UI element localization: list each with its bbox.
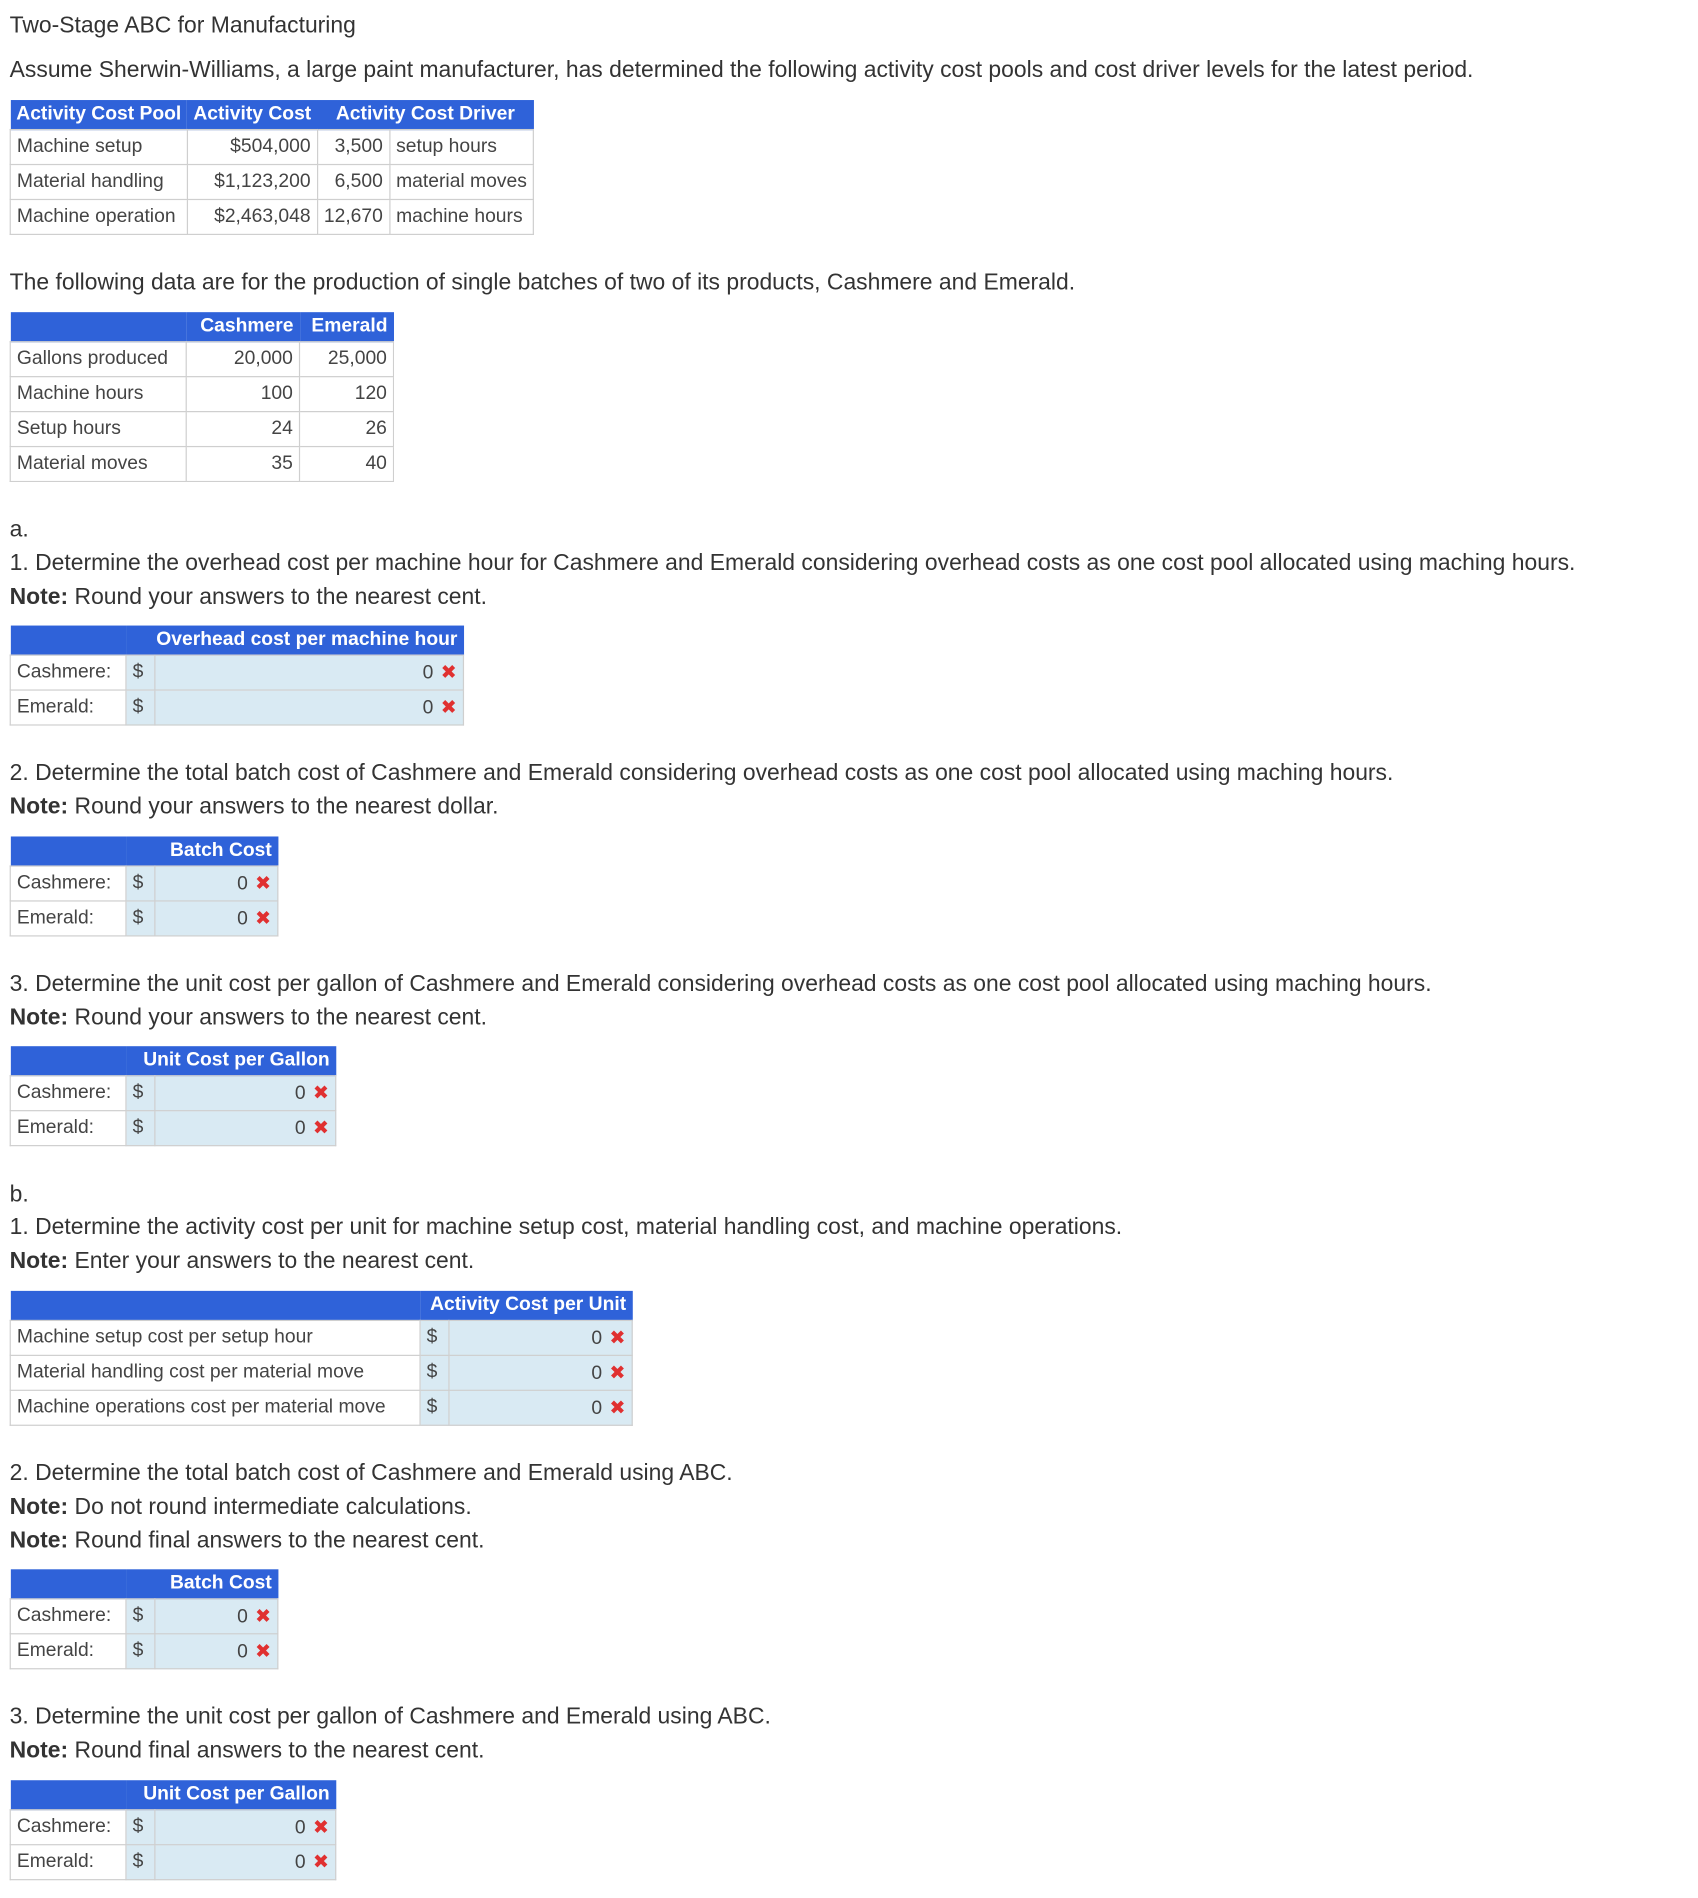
cashmere-value: 24 — [186, 412, 299, 447]
note-text: Round final answers to the nearest cent. — [68, 1738, 485, 1764]
answer-value: 0 — [591, 1363, 603, 1384]
dollar-sign: $ — [420, 1320, 449, 1355]
table-header-row — [10, 626, 463, 656]
table-header-row — [10, 1780, 335, 1810]
table-header-row — [10, 1569, 278, 1599]
dollar-sign: $ — [126, 901, 155, 936]
header-blank — [10, 1291, 420, 1321]
header-cashmere: Cashmere — [186, 312, 299, 342]
part-b-q2-note2 — [10, 1525, 485, 1559]
incorrect-icon: ✖ — [609, 1398, 626, 1419]
dollar-sign: $ — [126, 1076, 155, 1111]
pool-name: Machine operation — [10, 199, 187, 234]
answer-row — [10, 1111, 335, 1146]
table-header-row — [10, 1291, 632, 1321]
dollar-sign: $ — [420, 1355, 449, 1390]
header-blank — [10, 836, 126, 866]
note-label: Note: — [9, 1494, 69, 1520]
table-row — [10, 199, 533, 234]
pool-cost: $1,123,200 — [187, 165, 317, 200]
part-b-q2-text: 2. Determine the total batch cost of Cashmere and Emerald using ABC. — [9, 1460, 733, 1487]
header-unit-cost-per-gallon: Unit Cost per Gallon — [126, 1046, 336, 1076]
answer-row — [10, 1355, 632, 1390]
dollar-sign: $ — [126, 1810, 155, 1845]
table-row — [10, 412, 393, 447]
answer-input[interactable] — [155, 1111, 336, 1146]
answer-row — [10, 1599, 278, 1634]
table-row — [10, 165, 533, 200]
row-label: Cashmere: — [10, 1599, 126, 1634]
part-b-q3-text: 3. Determine the unit cost per gallon of Cashmere and Emerald using ABC. — [9, 1704, 771, 1730]
dollar-sign: $ — [126, 866, 155, 901]
incorrect-icon: ✖ — [255, 908, 272, 930]
answer-value: 0 — [422, 697, 434, 719]
emerald-value: 26 — [300, 412, 394, 447]
driver-unit: machine hours — [389, 199, 533, 234]
driver-unit: material moves — [389, 165, 533, 200]
answer-value: 0 — [422, 662, 434, 684]
answer-value: 0 — [294, 1852, 306, 1874]
incorrect-icon: ✖ — [609, 1328, 626, 1349]
incorrect-icon: ✖ — [312, 1083, 330, 1105]
answer-input[interactable] — [155, 1810, 336, 1845]
emerald-value: 40 — [300, 447, 394, 482]
answer-input[interactable] — [155, 690, 464, 725]
header-blank — [10, 626, 126, 656]
header-blank — [10, 1569, 126, 1599]
header-overhead-per-machine-hour: Overhead cost per machine hour — [126, 626, 463, 656]
note-text: Round final answers to the nearest cent. — [68, 1528, 485, 1554]
part-b-q3-note — [10, 1734, 485, 1768]
note-label: Note: — [9, 1738, 69, 1764]
dollar-sign: $ — [126, 1845, 155, 1880]
row-label: Machine hours — [10, 377, 186, 412]
pool-cost: $504,000 — [187, 130, 317, 165]
answer-input[interactable] — [155, 1634, 278, 1669]
unit-cost-table-a — [10, 1046, 337, 1146]
row-label: Machine operations cost per material move — [10, 1390, 420, 1425]
part-b-q1-note — [10, 1245, 475, 1279]
answer-input[interactable] — [155, 655, 464, 690]
note-label: Note: — [9, 584, 69, 610]
part-a-q1-text: 1. Determine the overhead cost per machine hour for Cashmere and Emerald considering overhead costs as one cost pool allocated using maching hours. — [9, 550, 1576, 577]
answer-input[interactable] — [449, 1355, 632, 1390]
incorrect-icon: ✖ — [255, 873, 272, 895]
answer-value: 0 — [237, 1606, 248, 1628]
note-label: Note: — [9, 1248, 69, 1275]
driver-qty: 12,670 — [317, 199, 389, 234]
incorrect-icon: ✖ — [440, 697, 457, 719]
table-row — [10, 447, 393, 482]
incorrect-icon: ✖ — [312, 1817, 330, 1839]
dollar-sign: $ — [126, 1599, 155, 1634]
answer-input[interactable] — [155, 1845, 336, 1880]
part-a-q2-text: 2. Determine the total batch cost of Cashmere and Emerald considering overhead costs as one cost pool allocated using maching hours. — [9, 760, 1394, 786]
answer-row — [10, 866, 278, 901]
answer-row — [10, 1076, 335, 1111]
answer-row — [10, 1390, 632, 1425]
table-header-row — [10, 100, 533, 130]
table-header-row — [10, 836, 278, 866]
header-batch-cost: Batch Cost — [126, 836, 278, 866]
incorrect-icon: ✖ — [255, 1641, 272, 1663]
note-text: Round your answers to the nearest cent. — [68, 584, 487, 610]
batch-cost-table-b — [10, 1569, 279, 1669]
row-label: Machine setup cost per setup hour — [10, 1320, 420, 1355]
part-a-letter: a. — [9, 517, 29, 543]
cashmere-value: 20,000 — [186, 342, 299, 377]
answer-row — [10, 1634, 278, 1669]
dollar-sign: $ — [126, 690, 155, 725]
dollar-sign: $ — [126, 1111, 155, 1146]
part-b-q1-text: 1. Determine the activity cost per unit for machine setup cost, material handling cost, and machine operations. — [9, 1214, 1123, 1241]
incorrect-icon: ✖ — [312, 1852, 330, 1874]
row-label: Material moves — [10, 447, 186, 482]
incorrect-icon: ✖ — [312, 1118, 330, 1140]
answer-value: 0 — [237, 1641, 248, 1663]
answer-row — [10, 901, 278, 936]
answer-row — [10, 655, 463, 690]
answer-row — [10, 690, 463, 725]
answer-value: 0 — [237, 908, 248, 930]
note-label: Note: — [9, 1528, 69, 1554]
incorrect-icon: ✖ — [255, 1606, 272, 1628]
answer-value: 0 — [294, 1083, 306, 1105]
dollar-sign: $ — [420, 1390, 449, 1425]
unit-cost-table-b — [10, 1780, 337, 1880]
cashmere-value: 100 — [186, 377, 299, 412]
pool-name: Machine setup — [10, 130, 187, 165]
header-activity-cost: Activity Cost — [187, 100, 317, 130]
row-label: Emerald: — [10, 1634, 126, 1669]
row-label: Cashmere: — [10, 1076, 126, 1111]
note-label: Note: — [9, 1005, 69, 1031]
answer-input[interactable] — [155, 901, 278, 936]
part-a-q2-note — [10, 791, 499, 825]
table-row — [10, 130, 533, 165]
activity-cost-per-unit-table — [10, 1291, 633, 1426]
part-a-q3-text: 3. Determine the unit cost per gallon of Cashmere and Emerald considering overhead costs as one cost pool allocated using maching hours. — [9, 971, 1432, 997]
row-label: Emerald: — [10, 1111, 126, 1146]
overhead-per-machine-hour-table — [10, 626, 464, 726]
header-batch-cost: Batch Cost — [126, 1569, 278, 1599]
incorrect-icon: ✖ — [609, 1363, 626, 1384]
dollar-sign: $ — [126, 1634, 155, 1669]
header-activity-cost-pool: Activity Cost Pool — [10, 100, 187, 130]
answer-row — [10, 1845, 335, 1880]
answer-input[interactable] — [155, 866, 278, 901]
answer-input[interactable] — [155, 1076, 336, 1111]
pool-name: Material handling — [10, 165, 187, 200]
note-text: Do not round intermediate calculations. — [68, 1494, 472, 1520]
answer-input[interactable] — [449, 1390, 632, 1425]
products-table — [10, 312, 394, 482]
incorrect-icon: ✖ — [440, 662, 457, 684]
table-header-row — [10, 1046, 335, 1076]
header-unit-cost-per-gallon: Unit Cost per Gallon — [126, 1780, 336, 1810]
answer-row — [10, 1320, 632, 1355]
answer-value: 0 — [591, 1328, 603, 1349]
answer-input[interactable] — [155, 1599, 278, 1634]
emerald-value: 120 — [300, 377, 394, 412]
driver-qty: 6,500 — [317, 165, 389, 200]
row-label: Emerald: — [10, 1845, 126, 1880]
row-label: Emerald: — [10, 690, 126, 725]
header-blank — [10, 1046, 126, 1076]
driver-unit: setup hours — [389, 130, 533, 165]
intro-text: Assume Sherwin-Williams, a large paint manufacturer, has determined the following activity cost pools and cost driver levels for the latest period. — [9, 57, 1474, 84]
answer-value: 0 — [591, 1398, 603, 1419]
header-blank — [10, 1780, 126, 1810]
note-text: Enter your answers to the nearest cent. — [68, 1248, 475, 1275]
row-label: Material handling cost per material move — [10, 1355, 420, 1390]
part-b-letter: b. — [9, 1182, 29, 1208]
note-text: Round your answers to the nearest cent. — [68, 1005, 487, 1031]
batch-cost-table-a — [10, 836, 279, 936]
problem-title: Two-Stage ABC for Manufacturing — [9, 13, 356, 39]
part-a-q3-note — [10, 1002, 487, 1036]
answer-row — [10, 1810, 335, 1845]
answer-value: 0 — [237, 873, 248, 895]
row-label: Gallons produced — [10, 342, 186, 377]
part-b-q2-note1 — [10, 1491, 472, 1525]
answer-input[interactable] — [449, 1320, 632, 1355]
cashmere-value: 35 — [186, 447, 299, 482]
header-activity-cost-driver: Activity Cost Driver — [317, 100, 533, 130]
driver-qty: 3,500 — [317, 130, 389, 165]
note-text: Round your answers to the nearest dollar. — [68, 794, 499, 820]
row-label: Cashmere: — [10, 1810, 126, 1845]
row-label: Cashmere: — [10, 655, 126, 690]
row-label: Cashmere: — [10, 866, 126, 901]
row-label: Setup hours — [10, 412, 186, 447]
pool-cost: $2,463,048 — [187, 199, 317, 234]
table-header-row — [10, 312, 393, 342]
answer-value: 0 — [294, 1817, 306, 1839]
table-row — [10, 342, 393, 377]
emerald-value: 25,000 — [300, 342, 394, 377]
table-row — [10, 377, 393, 412]
header-activity-cost-per-unit: Activity Cost per Unit — [420, 1291, 632, 1321]
intro2-text: The following data are for the production of single batches of two of its products, Cashmere and Emerald. — [9, 269, 1076, 296]
answer-value: 0 — [294, 1118, 306, 1140]
row-label: Emerald: — [10, 901, 126, 936]
part-a-q1-note — [10, 581, 487, 615]
header-emerald: Emerald — [300, 312, 394, 342]
dollar-sign: $ — [126, 655, 155, 690]
activity-pools-table — [10, 100, 534, 235]
note-label: Note: — [9, 794, 69, 820]
header-blank — [10, 312, 186, 342]
